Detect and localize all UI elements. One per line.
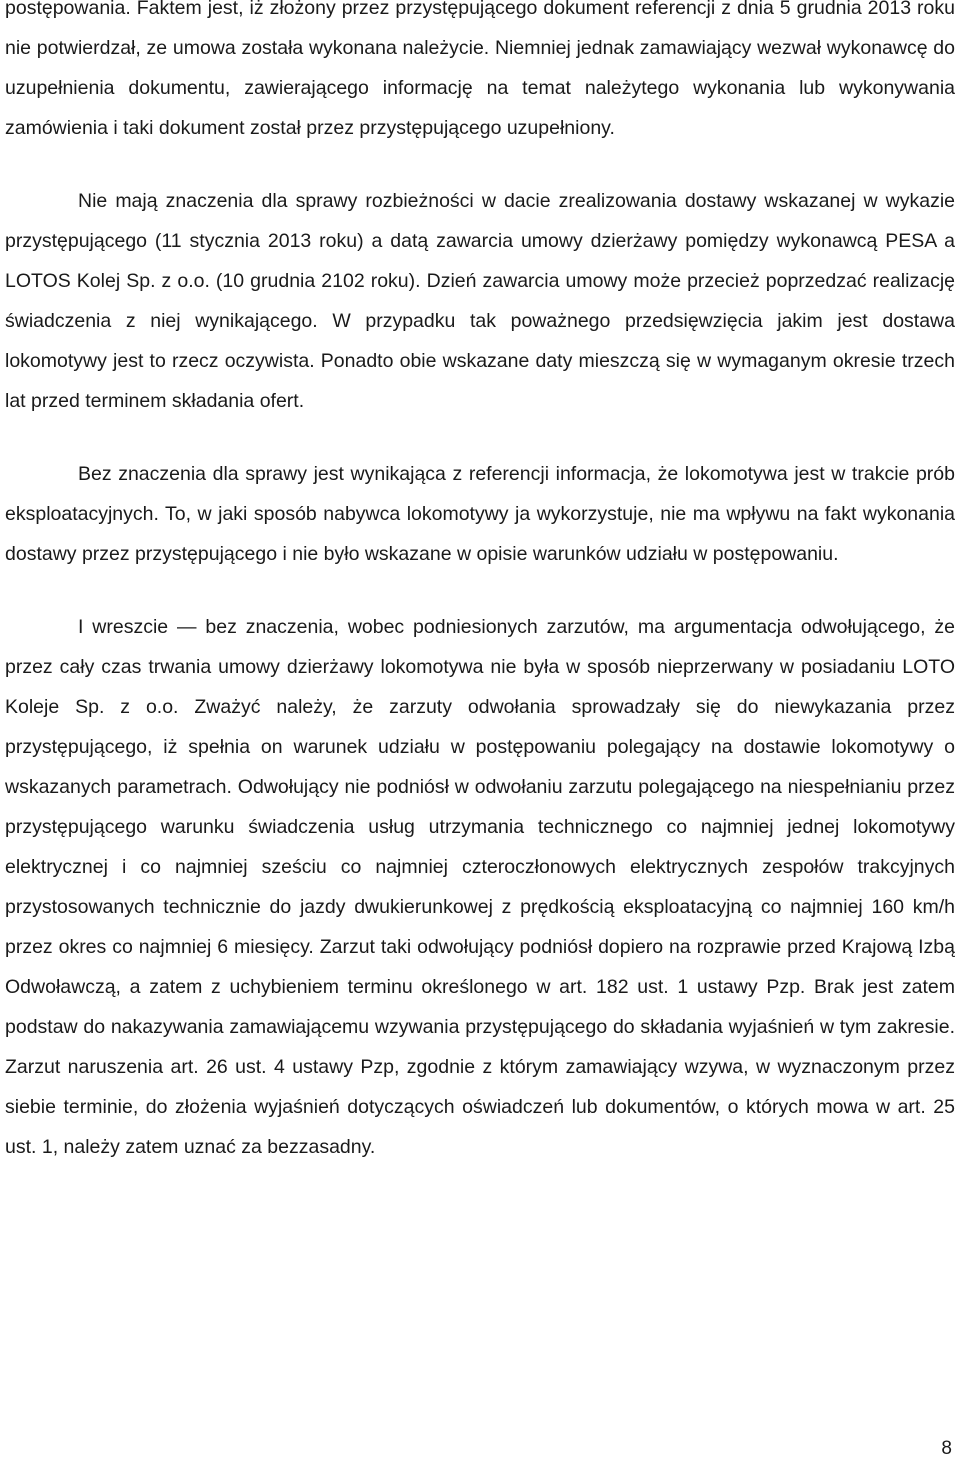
paragraph-final-argument: I wreszcie — bez znaczenia, wobec podniesionych zarzutów, ma argumentacja odwołującego, że przez cały czas trwania umowy dzierżawy lokomotywa nie była w sposób nieprzerwany w posiadaniu LOTO Koleje Sp. z o.o. Zważyć należy, że zarzuty odwołania sprowadzały się do niewykazania przez przystępującego, iż spełnia on warunek udziału w postępowaniu polegający na dostawie lokomotywy o wskazanych parametrach. Odwołujący nie podniósł w odwołaniu zarzutu polegającego na niespełnianiu przez przystępującego warunku świadczenia usług utrzymania technicznego co najmniej jednej lokomotywy elektrycznej i co najmniej sześciu co najmniej czteroczłonowych elektrycznych zespołów trakcyjnych przystosowanych technicznie do jazdy dwukierunkowej z prędkością eksploatacyjną co najmniej 160 km/h przez okres co najmniej 6 miesięcy. Zarzut taki odwołujący podniósł dopiero na rozprawie przed Krajową Izbą Odwoławczą, a zatem z uchybieniem terminu określonego w art. 182 ust. 1 ustawy Pzp. Brak jest zatem podstaw do nakazywania zamawiającemu wzywania przystępującego do składania wyjaśnień w tym zakresie. Zarzut naruszenia art. 26 ust. 4 ustawy Pzp, zgodnie z którym zamawiający wzywa, w wyznaczonym przez siebie terminie, do złożenia wyjaśnień dotyczących oświadczeń lub dokumentów, o których mowa w art. 25 ust. 1, należy zatem uznać za bezzasadny. — [5, 616, 955, 1158]
paragraph-trial-operation: Bez znaczenia dla sprawy jest wynikająca z referencji informacja, że lokomotywa jest w trakcie prób eksploatacyjnych. To, w jaki sposób nabywca lokomotywy ja wykorzystuje, nie ma wpływu na fakt wykonania dostawy przez przystępującego i nie było wskazane w opisie warunków udziału w postępowaniu. — [5, 463, 955, 565]
paragraph-delivery-dates: Nie mają znaczenia dla sprawy rozbieżności w dacie zrealizowania dostawy wskazanej w wykazie przystępującego (11 stycznia 2013 roku) a datą zawarcia umowy dzierżawy pomiędzy wykonawcą PESA a LOTOS Kolej Sp. z o.o. (10 grudnia 2102 roku). Dzień zawarcia umowy może przecież poprzedzać realizację świadczenia z niej wynikającego. W przypadku tak poważnego przedsięwzięcia jakim jest dostawa lokomotywy jest to rzecz oczywista. Ponadto obie wskazane daty mieszczą się w wymaganym okresie trzech lat przed terminem składania ofert. — [5, 190, 955, 412]
paragraph-continuation: postępowania. Faktem jest, iż złożony przez przystępującego dokument referencji z dnia 5 grudnia 2013 roku nie potwierdzał, ze umowa została wykonana należycie. Niemniej jednak zamawiający wezwał wykonawcę do uzupełnienia dokumentu, zawierającego informację na temat należytego wykonania lub wykonywania zamówienia i taki dokument został przez przystępującego uzupełniony. — [5, 0, 955, 139]
document-body — [5, 0, 955, 1167]
page-number: 8 — [941, 1438, 952, 1459]
